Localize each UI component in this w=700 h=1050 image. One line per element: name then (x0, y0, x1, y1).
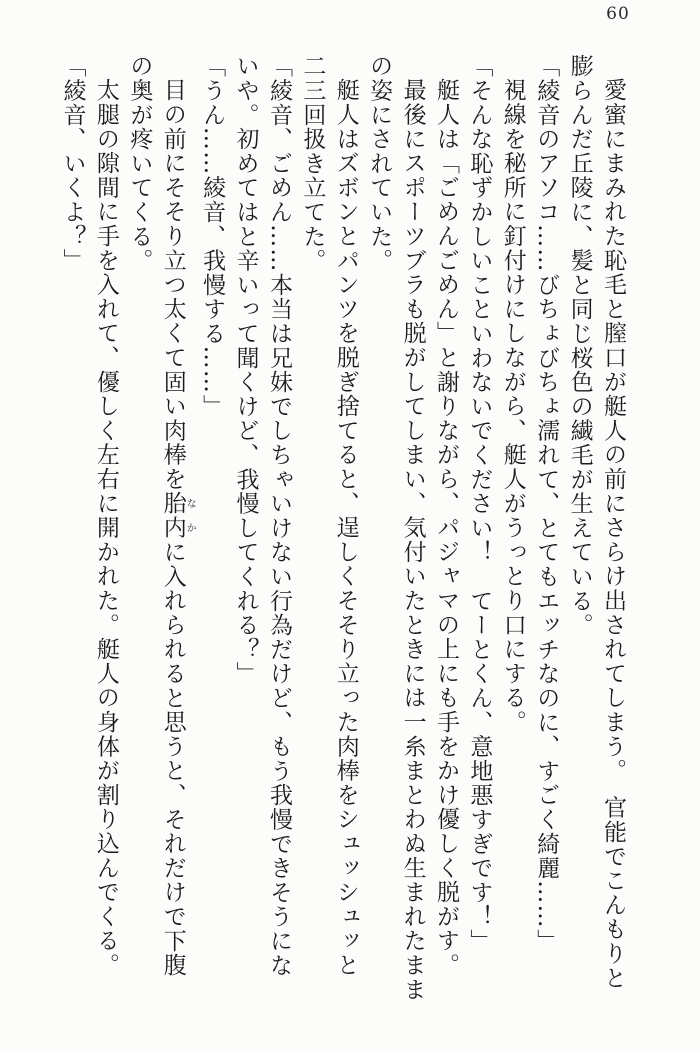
body-text (55, 54, 629, 1010)
text-line: 「綾音、いくよ？」 (59, 54, 86, 273)
text-line: 太腿の隙間に手を入れて、優しく左右に開かれた。艇人の身体が割り込んでくる。 (92, 78, 119, 978)
text-line: 最後にスポーツブラも脱がしてしまい、気付いたときには一糸まとわぬ生まれたまま (399, 78, 426, 1002)
text-line: いや。初めてはと辛いって聞くけど、我慢してくれる？」 (232, 54, 259, 686)
text-line: 二三回扱き立てた。 (299, 54, 326, 273)
text-line: の奥が疼いてくる。 (126, 54, 153, 273)
text-line: 視線を秘所に釘付けにしながら、艇人がうっとり口にする。 (499, 78, 526, 735)
text-line: 膨らんだ丘陵に、髪と同じ桜色の繊毛が生えている。 (566, 54, 593, 638)
page-number: 60 (606, 4, 630, 24)
text-line: の姿にされていた。 (366, 54, 393, 273)
text-line: 「そんな恥ずかしいこといわないでください！ てーとくん、意地悪すぎです！」 (466, 54, 493, 954)
text-line: 愛蜜にまみれた恥毛と膣口が艇人の前にさらけ出されてしまう。 官能でこんもりと (600, 78, 626, 991)
furigana: なか (184, 491, 196, 540)
text-line: 「綾音、ごめん……本当は兄妹でしちゃいけない行為だけど、もう我慢できそうにな (265, 54, 292, 978)
text-line: 「綾音のアソコ……びちょびちょ濡れて、とてもエッチなのに、すごく綺麗……」 (533, 54, 560, 954)
ruby-text: 胎内なか (159, 491, 196, 541)
text-line: 艇人は「ごめんごめん」と謝りながら、パジャマの上にも手をかけ優しく脱がす。 (432, 78, 459, 978)
text-line: 「うん……綾音、我慢する……」 (199, 54, 226, 419)
text-line: 目の前にそそり立つ太くて固い肉棒を胎内なかに入れられると思うと、それだけで下腹 (159, 78, 196, 978)
text-line: 艇人はズボンとパンツを脱ぎ捨てると、逞しくそそり立った肉棒をシュッシュッと (332, 78, 359, 978)
